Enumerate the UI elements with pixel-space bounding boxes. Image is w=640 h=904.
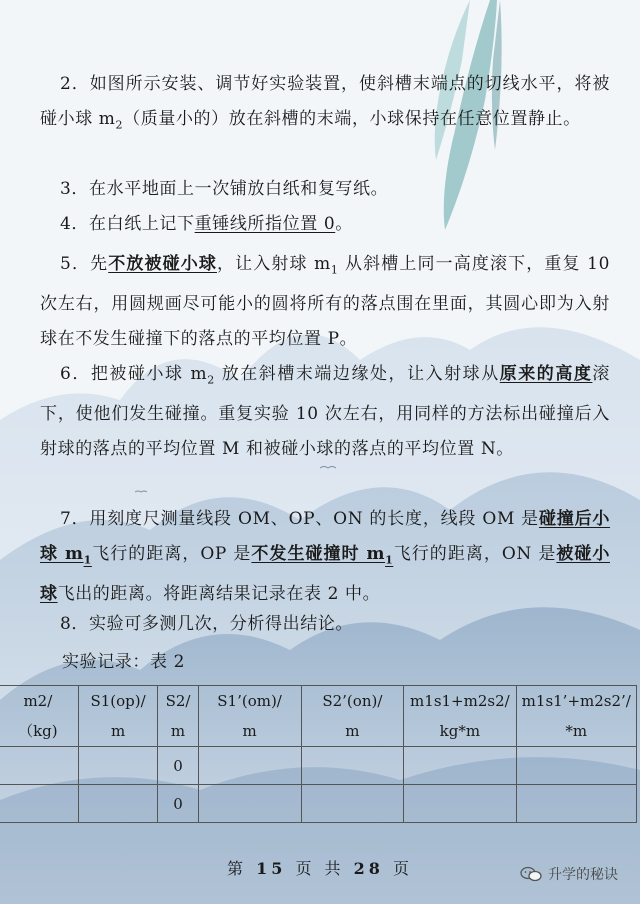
header-cell: m2/ （kg) <box>0 686 78 747</box>
text-run: 2．如图所示安装、调节好实验装置，使斜槽末端点的切线水平，将被碰小球 m <box>40 74 610 129</box>
emphasized-text: 被碰小球 <box>40 544 610 605</box>
text-run: 6．把被碰小球 m <box>60 364 208 384</box>
text-run: 放在斜槽末端边缘处，让入射球从 <box>214 364 500 384</box>
text-run: 飞行的距离，OP 是 <box>91 544 252 564</box>
text-run: 实验记录：表 2 <box>62 652 186 672</box>
footer-middle: 页 共 <box>286 859 354 878</box>
watermark <box>520 864 618 884</box>
step-paragraph <box>40 172 610 207</box>
table-cell <box>301 747 404 785</box>
table-cell <box>198 747 301 785</box>
text-run: 3．在水平地面上一次铺放白纸和复写纸。 <box>60 179 389 199</box>
table-row <box>0 747 637 785</box>
footer-prefix: 第 <box>227 859 257 878</box>
header-cell: m1s1’+m2s2’/ *m <box>516 686 636 747</box>
wechat-icon <box>520 866 542 882</box>
table-cell <box>0 785 78 823</box>
emphasized-text: 不发生碰撞时 m <box>251 544 386 564</box>
step-paragraph <box>40 67 610 142</box>
text-run: 8．实验可多测几次，分析得出结论。 <box>60 614 354 634</box>
emphasized-text: 不放被碰小球 <box>108 254 217 274</box>
header-cell: m1s1+m2s2/ kg*m <box>404 686 516 747</box>
header-cell: S2’(on)/ m <box>301 686 404 747</box>
table-header-row <box>0 686 637 747</box>
table-row <box>0 785 637 823</box>
table-cell <box>78 747 158 785</box>
table-cell <box>516 747 636 785</box>
table-cell <box>0 747 78 785</box>
text-run: 2 <box>115 118 124 132</box>
text-run: 5．先 <box>60 254 109 274</box>
header-cell: S2/ m <box>158 686 198 747</box>
text-run: 飞行的距离，ON 是 <box>393 544 557 564</box>
table-cell: 0 <box>158 747 198 785</box>
step-paragraph <box>40 207 610 242</box>
emphasized-text: 原来的高度 <box>499 364 593 384</box>
text-run: 2 <box>207 373 215 387</box>
record-table <box>0 685 637 823</box>
text-run: （质量小的）放在斜槽的末端，小球保持在任意位置静止。 <box>123 109 581 129</box>
table-cell <box>404 747 516 785</box>
page-total: 28 <box>353 859 384 878</box>
step-paragraph <box>40 607 610 642</box>
step-paragraph <box>40 357 610 467</box>
table-cell <box>78 785 158 823</box>
text-run: 4．在白纸上记下 <box>60 214 195 234</box>
table-cell <box>301 785 404 823</box>
text-run: ，让入射球 m <box>216 254 331 274</box>
footer-suffix: 页 <box>383 859 413 878</box>
step-paragraph <box>40 502 610 612</box>
text-run: 7．用刻度尺测量线段 OM、OP、ON 的长度，线段 OM 是 <box>60 509 539 529</box>
table-caption <box>40 645 610 680</box>
emphasized-text: 1 <box>385 553 394 567</box>
emphasized-text: 1 <box>83 553 92 567</box>
table-cell: 0 <box>158 785 198 823</box>
step-paragraph <box>40 247 610 357</box>
table-cell <box>516 785 636 823</box>
text-run: 1 <box>330 263 339 277</box>
page-number: 15 <box>256 859 287 878</box>
header-cell: S1(op)/ m <box>78 686 158 747</box>
emphasized-text: 重锤线所指位置 0 <box>194 214 336 234</box>
table-cell <box>404 785 516 823</box>
watermark-text: 升学的秘诀 <box>548 867 618 883</box>
text-run: 滚下，使他们发生碰撞。重复实验 10 次左右，用同样的方法标出碰撞后入射球的落点的平均位置 M 和被碰小球的落点的平均位置 N。 <box>40 364 611 460</box>
emphasized-text: 碰撞后小球 m <box>40 509 610 564</box>
header-cell: S1’(om)/ m <box>198 686 301 747</box>
text-run: 飞出的距离。将距离结果记录在表 2 中。 <box>57 584 381 605</box>
table-cell <box>198 785 301 823</box>
text-run: 从斜槽上同一高度滚下，重复 10 次左右，用圆规画尽可能小的圆将所有的落点围在里面，其圆心即为入射球在不发生碰撞下的落点的平均位置 P。 <box>40 254 610 350</box>
text-run: 。 <box>335 214 353 234</box>
